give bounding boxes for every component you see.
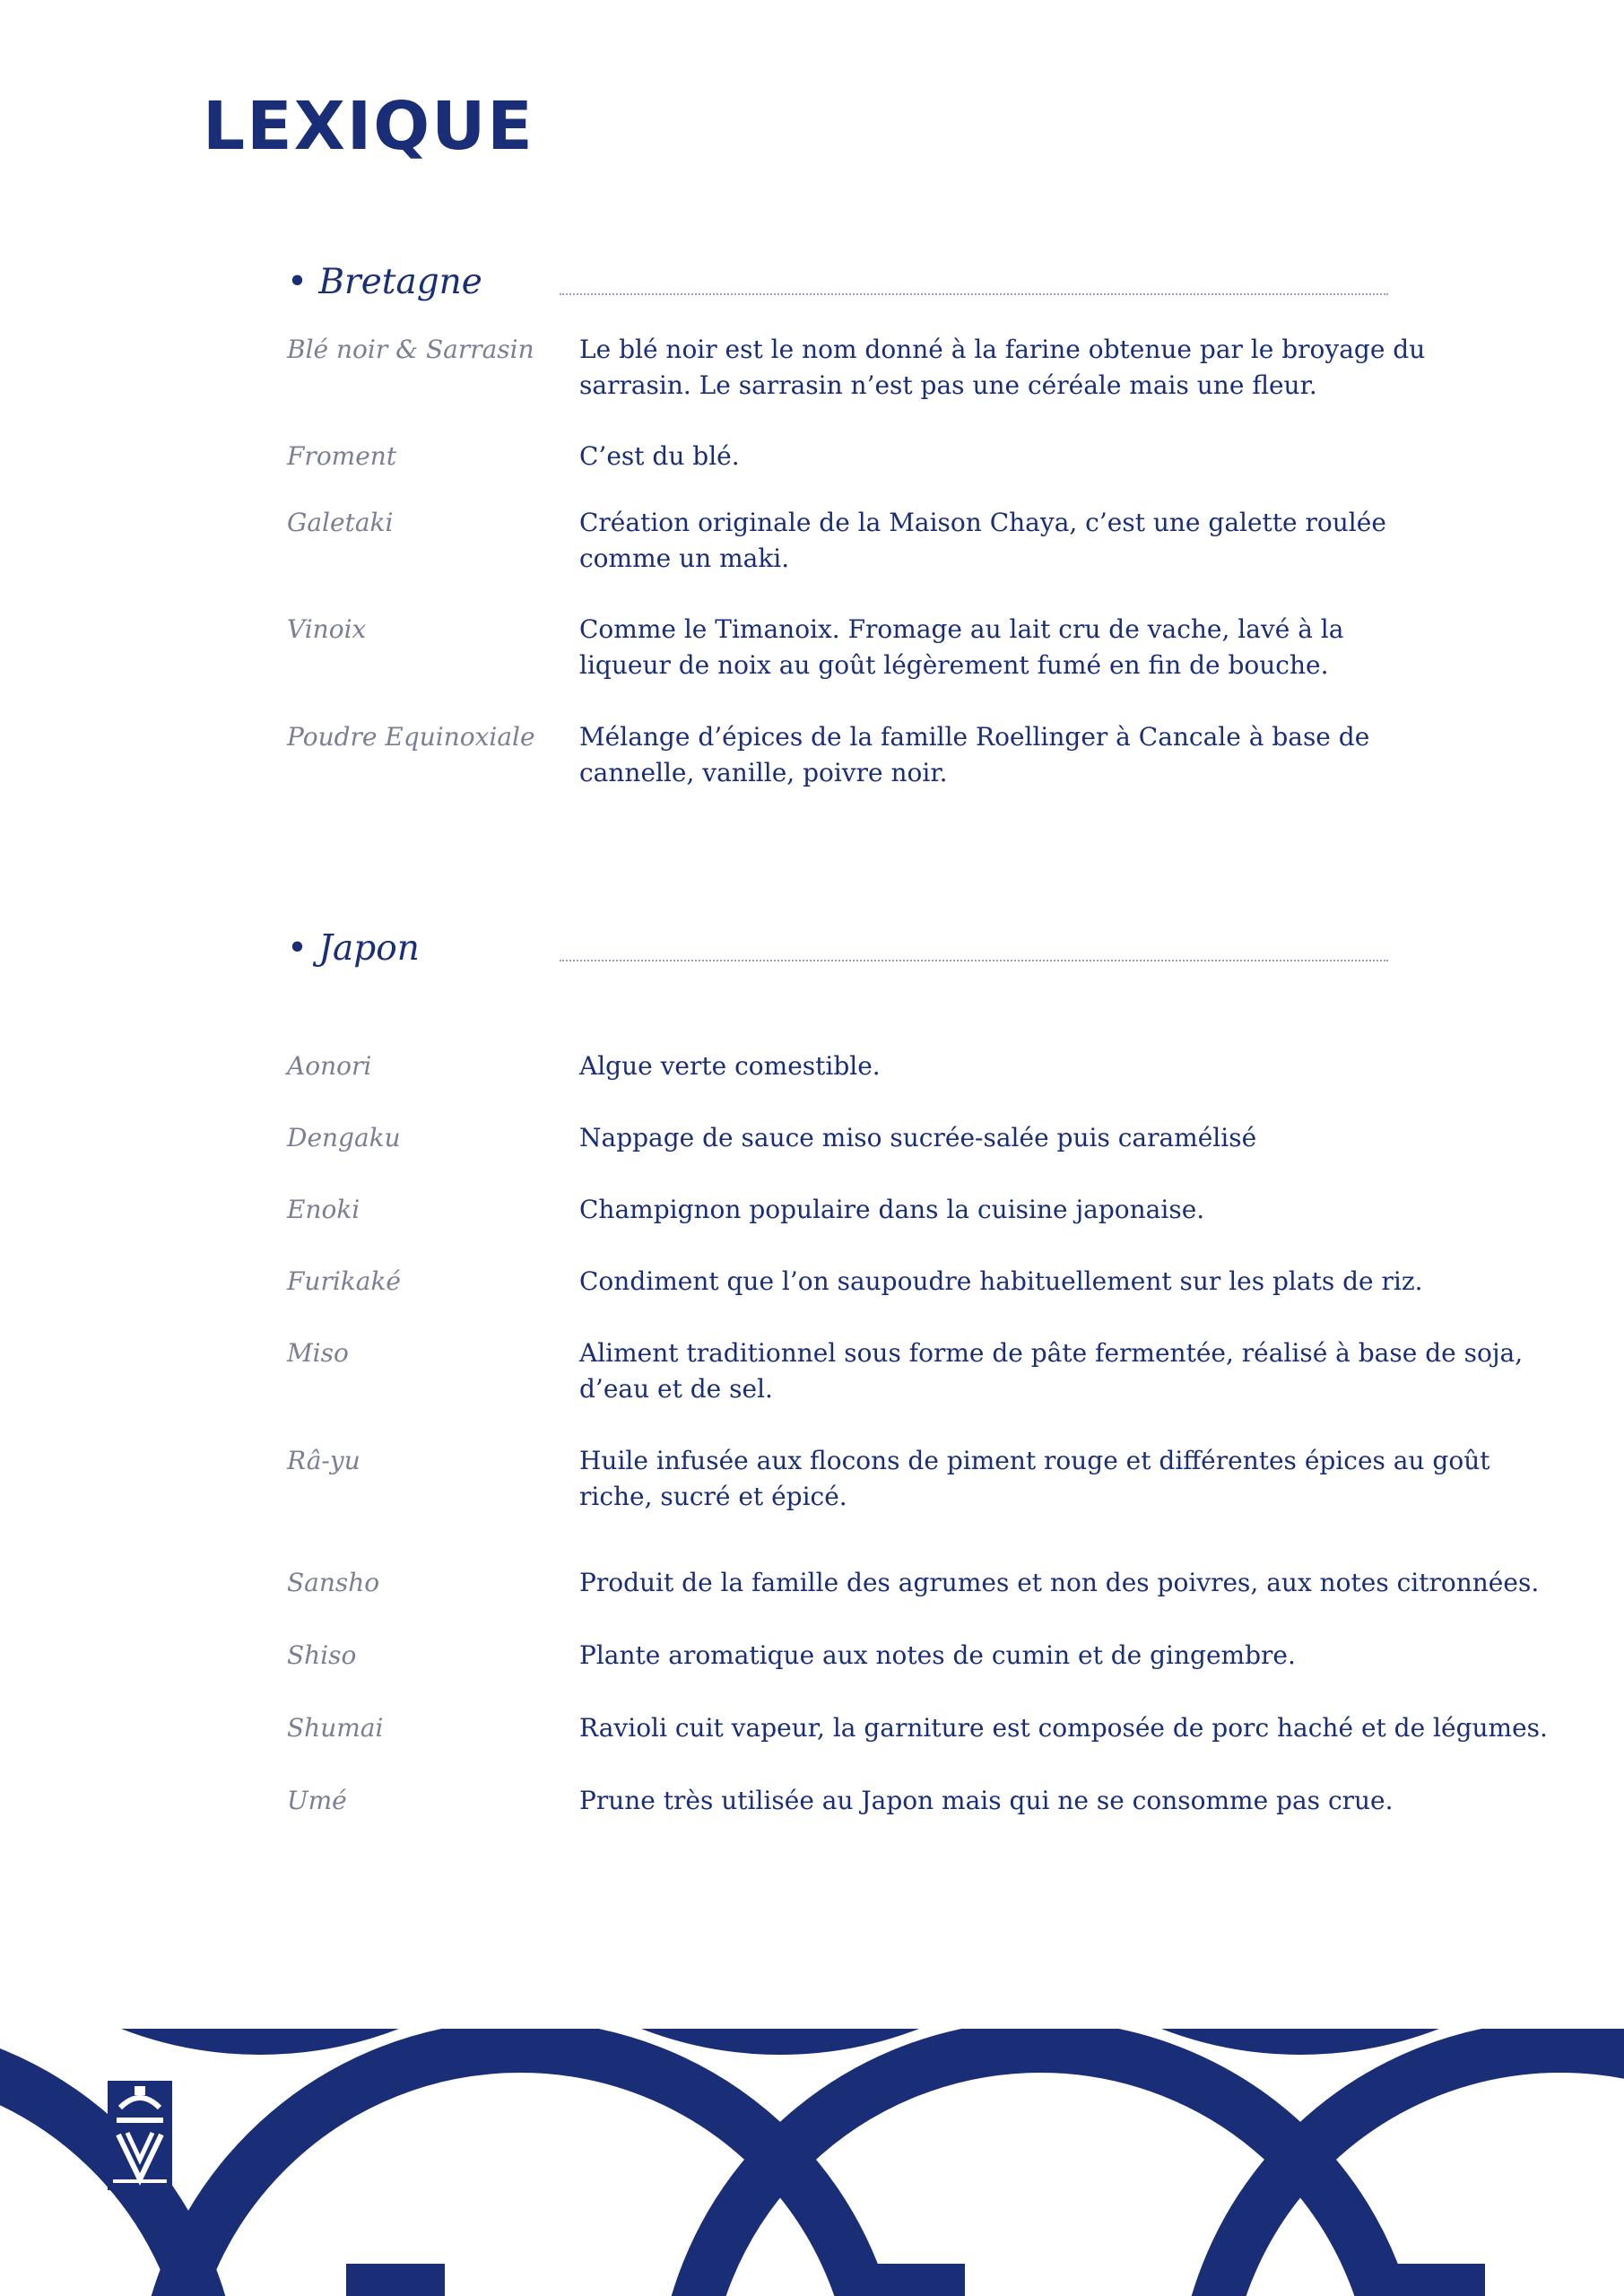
entry-definition: Mélange d’épices de la famille Roellinger à Cancale à base de cannelle, vanille, poivre noir. [579,722,1370,787]
entry-term: Miso [287,1338,349,1368]
entry-definition: C’est du blé. [579,441,740,471]
section-title: • Japon [287,928,420,969]
section-header [287,928,1542,982]
entry-term: Sansho [287,1568,380,1597]
maison-chaya-logo-icon [108,2081,172,2190]
section-title: • Bretagne [287,262,482,302]
entry-definition: Algue verte comestible. [579,1051,881,1081]
entry-term: Froment [287,441,397,471]
page-title: LEXIQUE [203,88,534,165]
entry-term: Aonori [287,1051,372,1081]
entry-term: Furikaké [287,1266,401,1296]
arc-wave-pattern [0,2029,1624,2296]
entry-term: Dengaku [287,1123,401,1152]
entry-definition: Champignon populaire dans la cuisine japonaise. [579,1195,1205,1224]
entry-term: Umé [287,1786,347,1815]
entry-definition: Le blé noir est le nom donné à la farine obtenue par le broyage du sarrasin. Le sarrasin n’est pas une céréale mais une fleur. [579,335,1426,400]
entry-term: Râ-yu [287,1446,360,1475]
section-japon [287,928,1548,1815]
section-header [287,262,1542,316]
entry-definition: Prune très utilisée au Japon mais qui ne se consomme pas crue. [579,1786,1394,1815]
entry-definition: Huile infusée aux flocons de piment rouge et différentes épices au goût riche, sucré et épicé. [579,1446,1490,1511]
entry-term: Galetaki [287,508,394,537]
dotted-divider [560,293,1388,295]
entry-definition: Création originale de la Maison Chaya, c’est une galette roulée comme un maki. [579,508,1386,573]
entry-definition: Produit de la famille des agrumes et non des poivres, aux notes citronnées. [579,1568,1540,1597]
entry-definition: Comme le Timanoix. Fromage au lait cru de vache, lavé à la liqueur de noix au goût légèrement fumé en fin de bouche. [579,614,1344,680]
entry-term: Shumai [287,1713,384,1743]
entry-term: Poudre Equinoxiale [287,722,535,752]
dotted-divider [560,960,1388,961]
entry-term: Blé noir & Sarrasin [287,335,534,364]
entry-term: Enoki [287,1195,360,1224]
entry-definition: Condiment que l’on saupoudre habituellement sur les plats de riz. [579,1266,1423,1296]
entry-definition: Nappage de sauce miso sucrée-salée puis caramélisé [579,1123,1257,1152]
entry-definition: Plante aromatique aux notes de cumin et de gingembre. [579,1640,1296,1670]
entry-definition: Aliment traditionnel sous forme de pâte fermentée, réalisé à base de soja, d’eau et de sel. [579,1338,1524,1404]
entry-term: Shiso [287,1640,357,1670]
section-bretagne [287,262,1542,787]
entry-definition: Ravioli cuit vapeur, la garniture est composée de porc haché et de légumes. [579,1713,1548,1743]
entry-term: Vinoix [287,614,367,644]
